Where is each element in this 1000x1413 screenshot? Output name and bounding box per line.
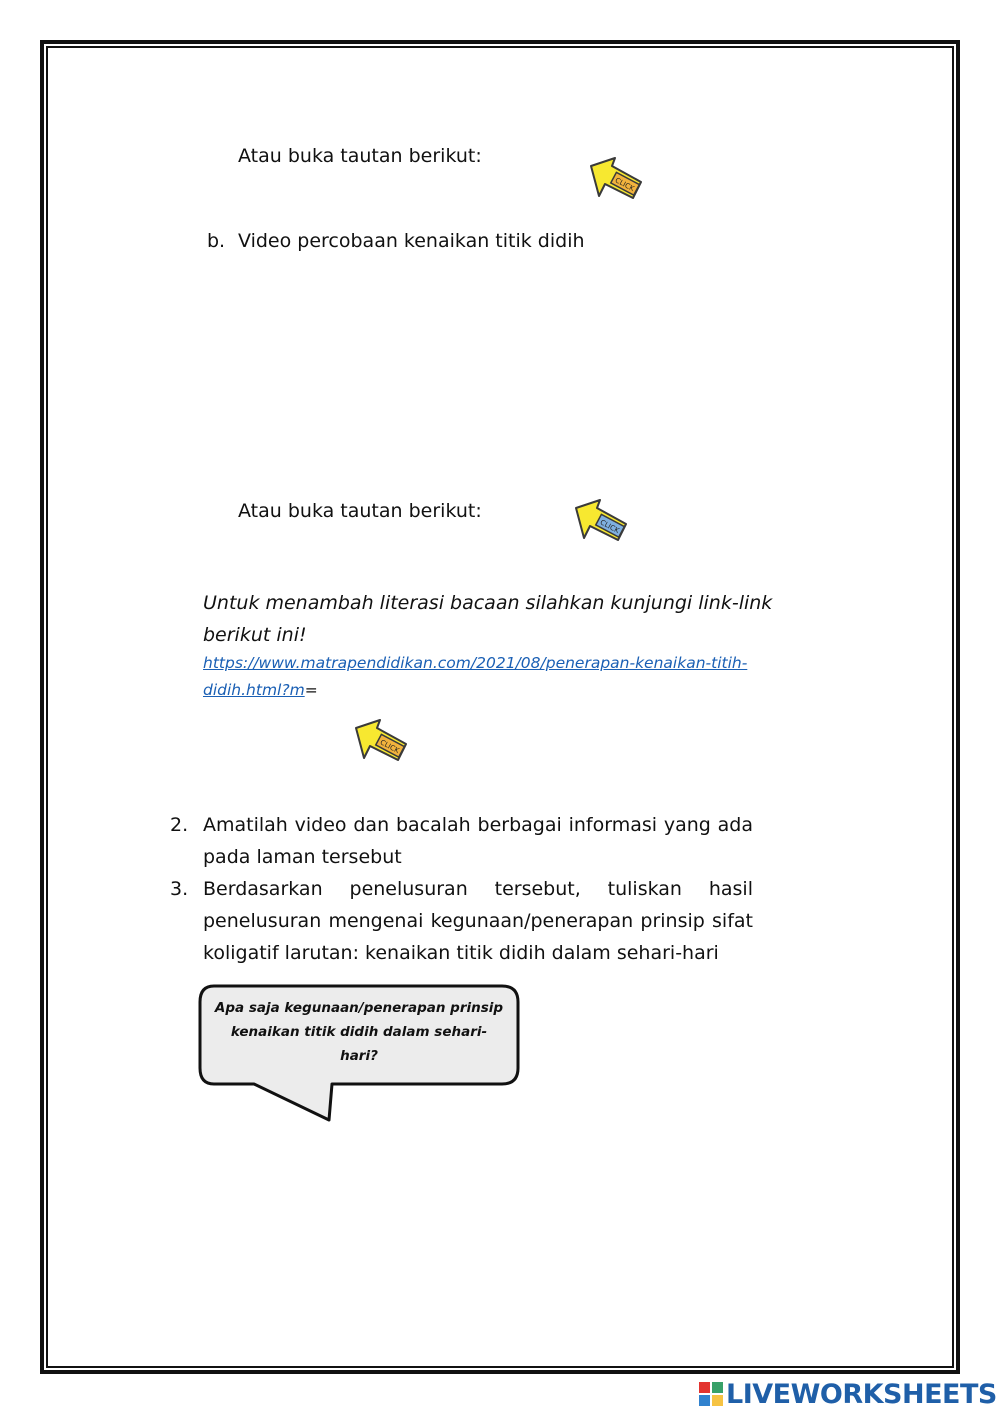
step-text-line: koligatif larutan: kenaikan titik didih dalam sehari-hari bbox=[203, 942, 719, 964]
click-label: CLICK bbox=[613, 176, 636, 193]
bubble-line: Apa saja kegunaan/penerapan prinsip bbox=[214, 1000, 504, 1016]
speech-bubble-question[interactable] bbox=[212, 996, 506, 1068]
section-b-title: Video percobaan kenaikan titik didih bbox=[238, 230, 585, 252]
liveworksheets-logo bbox=[698, 1377, 997, 1411]
click-label: CLICK bbox=[378, 738, 401, 755]
click-arrow-icon[interactable] bbox=[570, 496, 630, 546]
link-prompt-a: Atau buka tautan berikut: bbox=[238, 145, 482, 167]
literacy-link-line2[interactable]: didih.html?m bbox=[203, 681, 305, 699]
click-arrow-icon[interactable] bbox=[350, 716, 410, 766]
click-label: CLICK bbox=[598, 518, 621, 535]
step-text-line: penelusuran mengenai kegunaan/penerapan prinsip sifat bbox=[203, 910, 753, 932]
literacy-link-suffix: = bbox=[304, 681, 318, 699]
link-prompt-b: Atau buka tautan berikut: bbox=[238, 500, 482, 522]
literacy-link-line1[interactable]: https://www.matrapendidikan.com/2021/08/penerapan-kenaikan-titih- bbox=[203, 654, 748, 672]
click-arrow-icon[interactable] bbox=[585, 154, 645, 204]
section-b-marker: b. bbox=[207, 230, 226, 252]
bubble-line: kenaikan titik didih dalam sehari- bbox=[230, 1024, 488, 1040]
literacy-text-line2: berikut ini! bbox=[203, 624, 307, 646]
liveworksheets-logo-icon bbox=[698, 1381, 724, 1407]
step-number: 3. bbox=[170, 878, 189, 900]
step-text-line: pada laman tersebut bbox=[203, 846, 402, 868]
brand-name: LIVEWORKSHEETS bbox=[726, 1378, 997, 1410]
literacy-text-line1: Untuk menambah literasi bacaan silahkan kunjungi link-link bbox=[203, 592, 773, 614]
bubble-line: hari? bbox=[340, 1048, 378, 1064]
step-text-line: Amatilah video dan bacalah berbagai informasi yang ada bbox=[203, 814, 753, 836]
step-text-line: Berdasarkan penelusuran tersebut, tuliskan hasil bbox=[203, 878, 753, 900]
step-number: 2. bbox=[170, 814, 189, 836]
